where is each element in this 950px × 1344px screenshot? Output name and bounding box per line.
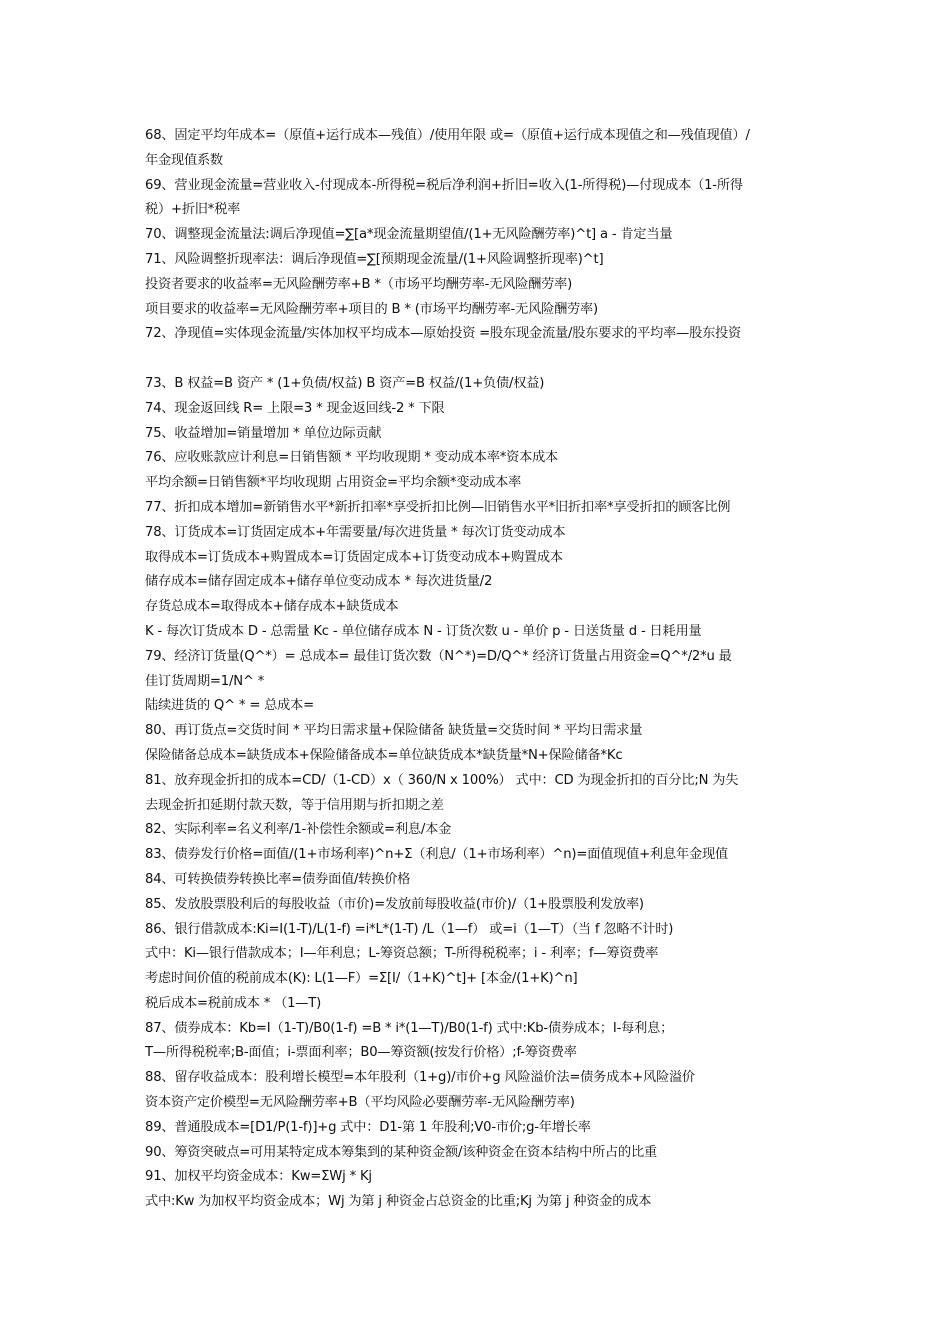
text-line: 70、调整现金流量法:调后净现值=∑[a*现金流量期望值/(1+无风险酬劳率)^t] a - 肯定当量 — [145, 227, 673, 243]
text-line: 式中:Kw 为加权平均资金成本；Wj 为第 j 种资金占总资金的比重;Kj 为第 j 种资金的成本 — [145, 1194, 652, 1210]
text-line: 投资者要求的收益率=无风险酬劳率+B *（市场平均酬劳率-无风险酬劳率) — [145, 276, 573, 292]
text-line: 77、折扣成本增加=新销售水平*新折扣率*享受折扣比例—旧销售水平*旧折扣率*享受折扣的顾客比例 — [145, 499, 731, 515]
text-line: 87、债券成本：Kb=I（1-T)/B0(1-f) =B * i*(1—T)/B0(1-f) 式中:Kb-债券成本；I-每利息； — [145, 1020, 674, 1036]
text-line: 90、筹资突破点=可用某特定成本筹集到的某种资金额/该种资金在资本结构中所占的比重 — [145, 1144, 658, 1160]
text-line: 82、实际利率=名义利率/1-补偿性余额或=利息/本金 — [145, 822, 452, 838]
text-line: 84、可转换债券转换比率=债券面值/转换价格 — [145, 871, 411, 887]
text-line: 81、放弃现金折扣的成本=CD/（1-CD）x（ 360/N x 100%） 式中：CD 为现金折扣的百分比;N 为失 — [145, 772, 739, 788]
text-line: 79、经济订货量(Q^*）= 总成本= 最佳订货次数（N^*)=D/Q^* 经济订货量占用资金=Q^*/2*u 最 — [145, 648, 732, 664]
text-line: 85、发放股票股利后的每股收益（市价)=发放前每股收益(市价)/（1+股票股利发放率) — [145, 896, 644, 912]
text-line: 83、债券发行价格=面值/(1+市场利率)^n+Σ（利息/（1+市场利率）^n)=面值现值+利息年金现值 — [145, 847, 728, 863]
text-line: 71、风险调整折现率法：调后净现值=∑[预期现金流量/(1+风险调整折现率)^t] — [145, 251, 604, 267]
text-line: 佳订货周期=1/N^ * — [145, 673, 265, 689]
text-line: 税）+折旧*税率 — [145, 202, 241, 218]
text-line: 75、收益增加=销量增加 * 单位边际贡献 — [145, 425, 382, 441]
text-line: 式中：Ki—银行借款成本；I—年利息；L-筹资总额；T-所得税税率；i - 利率；f—筹资费率 — [145, 946, 659, 962]
text-line: 年金现值系数 — [145, 152, 223, 168]
text-line: 去现金折扣延期付款天数，等于信用期与折扣期之差 — [145, 797, 444, 813]
text-line: T—所得税税率;B-面值；i-票面利率；B0—筹资额(按发行价格）;f-筹资费率 — [145, 1045, 577, 1061]
text-line: 89、普通股成本=[D1/P(1-f)]+g 式中：D1-第 1 年股利;V0-市价;g-年增长率 — [145, 1119, 591, 1135]
text-line: 72、净现值=实体现金流量/实体加权平均成本—原始投资 =股东现金流量/股东要求的平均率—股东投资 — [145, 326, 742, 342]
text-line: 考虑时间价值的税前成本(K): L(1—F）=Σ[I/（1+K)^t]+ [本金/(1+K)^n] — [145, 971, 578, 987]
blank-line — [145, 347, 813, 372]
text-line: 73、B 权益=B 资产 * (1+负债/权益) B 资产=B 权益/(1+负债/权益) — [145, 375, 545, 391]
text-line: 项目要求的收益率=无风险酬劳率+项目的 B * (市场平均酬劳率-无风险酬劳率) — [145, 301, 598, 317]
text-line: 86、银行借款成本:Ki=I(1-T)/L(1-f) =i*L*(1-T) /L（1—f） 或=i（1—T）（当 f 忽略不计时) — [145, 921, 674, 937]
text-line: 平均余额=日销售额*平均收现期 占用资金=平均余额*变动成本率 — [145, 475, 522, 491]
text-line: K - 每次订货成本 D - 总需量 Kc - 单位储存成本 N - 订货次数 u - 单价 p - 日送货量 d - 日耗用量 — [145, 623, 702, 639]
text-line: 78、订货成本=订货固定成本+年需要量/每次进货量 * 每次订货变动成本 — [145, 524, 566, 540]
text-line: 资本资产定价模型=无风险酬劳率+B（平均风险必要酬劳率-无风险酬劳率) — [145, 1095, 575, 1111]
text-line: 74、现金返回线 R= 上限=3 * 现金返回线-2 * 下限 — [145, 400, 445, 416]
document-body — [145, 124, 813, 1215]
text-line: 取得成本=订货成本+购置成本=订货固定成本+订货变动成本+购置成本 — [145, 549, 563, 565]
text-line: 存货总成本=取得成本+储存成本+缺货成本 — [145, 599, 399, 615]
text-line: 88、留存收益成本：股利增长模型=本年股利（1+g)/市价+g 风险溢价法=债务成本+风险溢价 — [145, 1070, 695, 1086]
text-line: 陆续进货的 Q^ * = 总成本= — [145, 698, 314, 714]
text-line: 76、应收账款应计利息=日销售额 * 平均收现期 * 变动成本率*资本成本 — [145, 450, 559, 466]
text-line: 储存成本=储存固定成本+储存单位变动成本 * 每次进货量/2 — [145, 574, 493, 590]
text-line: 税后成本=税前成本 * （1—T) — [145, 995, 322, 1011]
text-line: 69、营业现金流量=营业收入-付现成本-所得税=税后净利润+折旧=收入(1-所得税)—付现成本（1-所得 — [145, 177, 743, 193]
text-line: 80、再订货点=交货时间 * 平均日需求量+保险储备 缺货量=交货时间 * 平均日需求量 — [145, 723, 643, 739]
text-line: 保险储备总成本=缺货成本+保险储备成本=单位缺货成本*缺货量*N+保险储备*Kc — [145, 747, 623, 763]
text-line: 91、加权平均资金成本：Kw=ΣWj * Kj — [145, 1169, 372, 1185]
text-line: 68、固定平均年成本=（原值+运行成本—残值）/使用年限 或=（原值+运行成本现值之和—残值现值）/ — [145, 128, 750, 143]
